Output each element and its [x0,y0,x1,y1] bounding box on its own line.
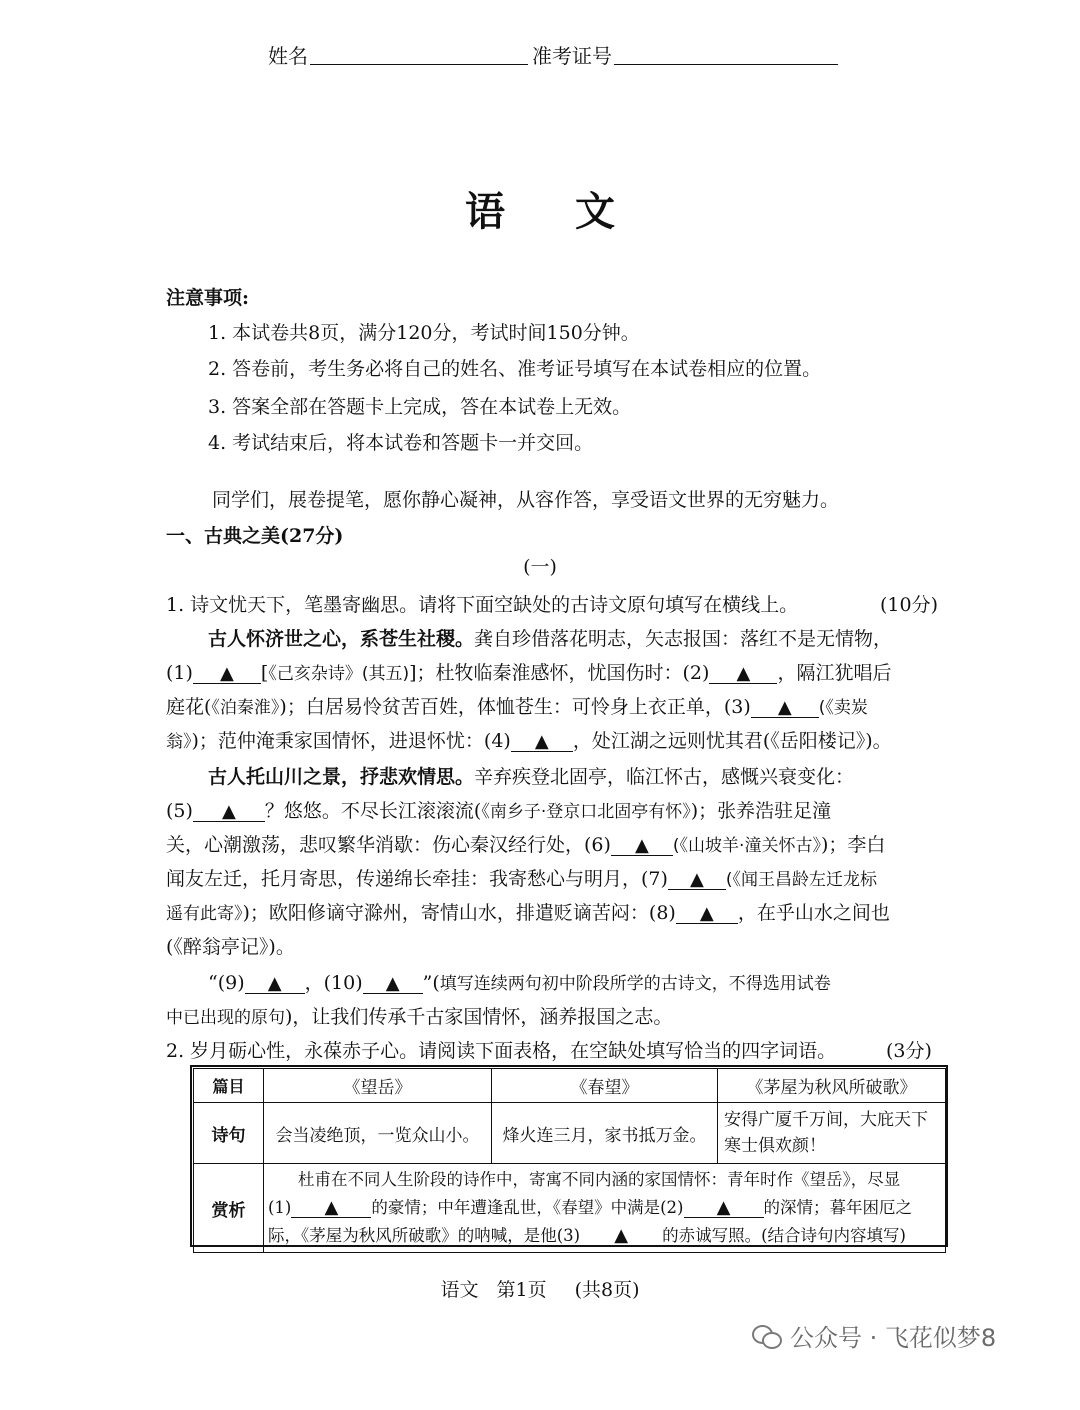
q1-text: [ [260,662,269,684]
triangle-icon: ▲ [267,973,282,994]
table-row [194,1103,946,1164]
table-row-header: 赏析 [194,1164,264,1253]
triangle-icon: ▲ [614,1225,629,1246]
wechat-icon [752,1324,782,1348]
note-item: 4. 考试结束后，将本试卷和答题卡一并交回。 [208,432,594,454]
analysis-text: 的赤诚写照。(结合诗句内容填写) [662,1226,906,1245]
page-footer [0,1275,1080,1302]
footer-page: 第1页 [496,1279,547,1301]
q1-text: (1) [166,662,193,684]
q1-instruction: 填写连续两句初中阶段所学的古诗文，不得选用试卷 [439,974,831,994]
analysis-text: 际，《茅屋为秋风所破歌》的呐喊，是他(3) [268,1226,581,1245]
q1-text: 闻友左迁，托月寄思，传递绵长牵挂：我寄愁心与明月，(7) [166,868,668,890]
triangle-icon: ▲ [324,1197,339,1218]
q1-text: )；白居易怜贫苦百姓，体恤苍生：可怜身上衣正单，(3) [279,696,751,718]
q1-citation: 《己亥杂诗》(其五) [268,664,410,684]
q1-line [166,692,868,719]
exam-id-label: 准考证号 [532,44,612,68]
triangle-icon: ▲ [220,663,234,684]
notes-heading: 注意事项: [166,287,250,309]
triangle-icon: ▲ [222,801,236,822]
q1-text: “(9) [208,972,245,994]
table-cell-poem: 《望岳》 [264,1069,492,1103]
analysis-text: (1) [268,1198,292,1217]
q1-citation: (《山坡羊·潼关怀古》 [672,836,821,856]
q1-citation: 翁》 [166,732,192,752]
answer-blank-10[interactable] [363,974,423,994]
table-cell-poem: 《茅屋为秋风所破歌》 [718,1069,946,1103]
name-field[interactable] [310,64,528,65]
q1-line [166,726,892,753]
analysis-line [268,1222,941,1250]
answer-blank-3[interactable] [751,698,819,718]
answer-blank-7[interactable] [668,870,726,890]
triangle-icon: ▲ [635,835,649,856]
poetry-table [193,1068,946,1253]
q1-text: )；欧阳修谪守滁州，寄情山水，排遣贬谪苦闷：(8) [242,902,676,924]
question-1-score: (10分) [880,594,939,616]
note-item: 3. 答案全部在答题卡上完成，答在本试卷上无效。 [208,396,632,418]
answer-blank-1[interactable] [193,664,261,684]
table-blank-2[interactable] [684,1199,764,1218]
q1-line [208,762,854,789]
q1-text: ，在乎山水之间也 [737,902,890,924]
question-2-stem: 2. 岁月砺心性，永葆赤子心。请阅读下面表格，在空缺处填写恰当的四字词语。 [166,1040,837,1062]
answer-blank-8[interactable] [676,904,738,924]
q1-line: (《醉翁亭记》)。 [166,936,295,958]
q1-theme-2: 古人托山川之景，抒悲欢情思。 [208,766,475,788]
analysis-line: 杜甫在不同人生阶段的诗作中，寄寓不同内涵的家国情怀：青年时作《望岳》，尽显 [298,1170,901,1189]
table-cell-line: 会当凌绝顶，一览众山小。 [264,1103,492,1164]
triangle-icon: ▲ [777,697,792,718]
table-cell-line: 安得广厦千万间，大庇天下寒士俱欢颜！ [718,1103,946,1164]
q1-line [208,968,831,995]
triangle-icon: ▲ [716,1197,731,1218]
question-2-score: (3分) [886,1040,932,1062]
triangle-icon: ▲ [699,903,714,924]
subsection-label: (一) [523,556,557,578]
analysis-text: 的深情；暮年困厄之 [763,1198,912,1217]
q1-text: ]；杜牧临秦淮感怀，忧国伤时：(2) [409,662,710,684]
q1-theme-1: 古人怀济世之心，系苍生社稷。 [208,628,475,650]
page-title: 语文 [465,188,685,235]
q1-citation: (《闻王昌龄左迁龙标 [725,870,878,890]
analysis-line [268,1194,941,1222]
question-1-stem: 1. 诗文忧天下，笔墨寄幽思。请将下面空缺处的古诗文原句填写在横线上。 [166,594,799,616]
triangle-icon: ▲ [534,731,549,752]
answer-blank-5[interactable] [193,802,265,822]
q1-citation: 遥有此寄》 [166,904,243,924]
analysis-text: 的豪情；中年遭逢乱世，《春望》中满是(2) [371,1198,684,1217]
q1-text: ，(10) [304,972,363,994]
q1-text: )，让我们传承千古家国情怀，涵养报国之志。 [285,1006,673,1028]
note-item: 2. 答卷前，考生务必将自己的姓名、准考证号填写在本试卷相应的位置。 [208,358,822,380]
exam-id-field[interactable] [614,64,838,65]
answer-blank-6[interactable] [611,836,673,856]
q1-line [166,658,891,685]
footer-subject: 语文 [440,1279,479,1301]
q1-citation: (《卖炭 [818,698,868,718]
section-heading: 一、古典之美(27分) [166,525,344,547]
q1-citation: 《南乡子·登京口北固亭有怀》 [481,802,691,822]
triangle-icon: ▲ [736,663,751,684]
answer-blank-9[interactable] [245,974,305,994]
table-cell-line: 烽火连三月，家书抵万金。 [492,1103,718,1164]
table-analysis-cell [264,1164,946,1253]
q1-text: )；张养浩驻足潼 [690,800,832,822]
q1-text: )；范仲淹秉家国情怀，进退怀忧：(4) [191,730,511,752]
q1-line [166,796,831,823]
q1-citation: 《泊秦淮》 [211,698,280,718]
table-cell-poem: 《春望》 [492,1069,718,1103]
table-row-header: 诗句 [194,1103,264,1164]
table-row [194,1069,946,1103]
greeting: 同学们，展卷提笔，愿你静心凝神，从容作答，享受语文世界的无穷魅力。 [212,489,840,511]
q1-text: ”( [422,972,440,994]
q1-text: ，隔江犹唱后 [777,662,892,684]
footer-total: (共8页) [574,1279,640,1301]
q1-text: ？悠悠。不尽长江滚滚流( [264,800,482,822]
table-blank-3[interactable] [580,1227,662,1246]
q1-line [166,864,877,891]
watermark-text: 公众号 · 飞花似梦8 [790,1324,997,1352]
q1-text: 关，心潮激荡，悲叹繁华消歇：伤心秦汉经行处，(6) [166,834,611,856]
q1-text: ，处江湖之远则忧其君(《岳阳楼记》)。 [572,730,892,752]
table-blank-1[interactable] [291,1199,371,1218]
triangle-icon: ▲ [385,973,400,994]
q1-text: 龚自珍借落花明志，矢志报国：落红不是无情物， [474,628,893,650]
table-header-title: 篇目 [194,1069,264,1103]
table-row [194,1164,946,1253]
answer-blank-2[interactable] [709,664,777,684]
q1-line [166,1002,672,1029]
q1-text: )；李白 [820,834,886,856]
q1-instruction: 中已出现的原句 [166,1008,285,1028]
q1-line [166,898,890,925]
q1-text: (5) [166,800,193,822]
note-item: 1. 本试卷共8页，满分120分，考试时间150分钟。 [208,322,640,344]
q1-text: 庭花( [166,696,212,718]
answer-blank-4[interactable] [511,732,573,752]
q1-line [208,624,892,651]
watermark [752,1318,996,1353]
q1-text: 辛弃疾登北固亭，临江怀古，感慨兴衰变化： [474,766,855,788]
q1-line [166,830,885,857]
triangle-icon: ▲ [690,869,704,890]
name-label: 姓名 [268,44,308,68]
